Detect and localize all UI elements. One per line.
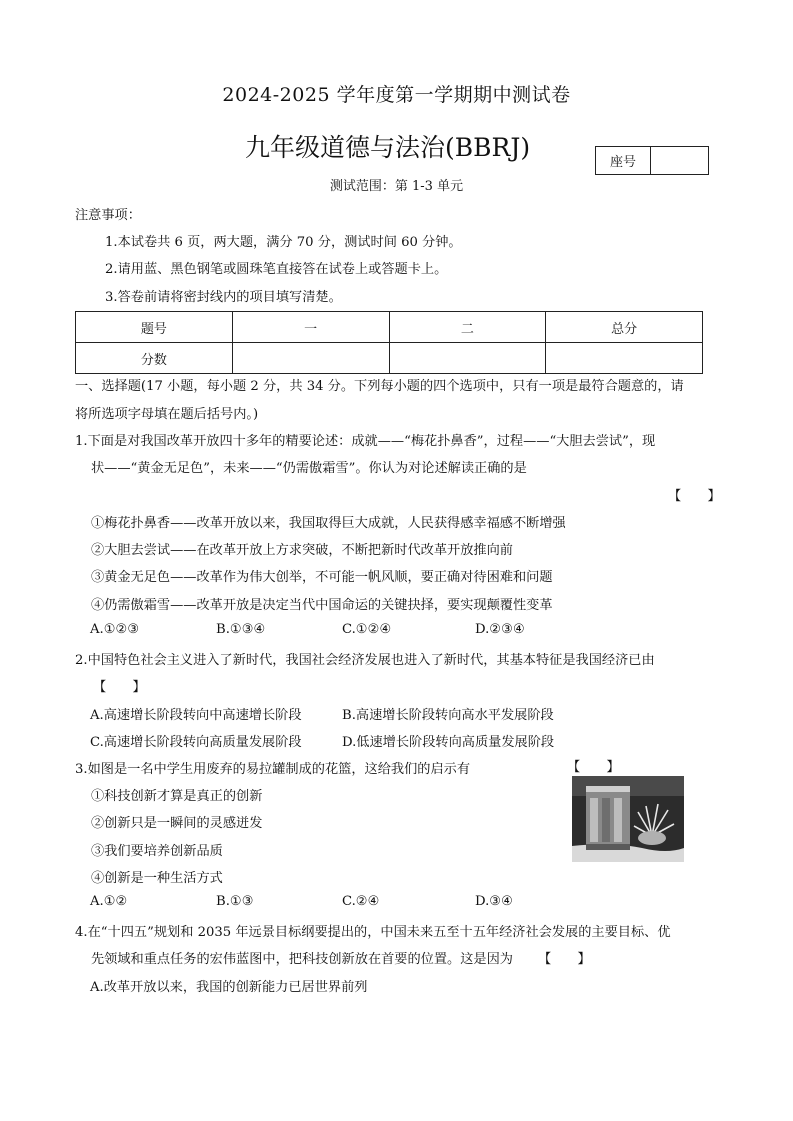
- note-item-2: 2.请用蓝、黑色钢笔或圆珠笔直接答在试卷上或答题卡上。: [105, 262, 448, 277]
- q1-statement-3: ③黄金无足色——改革作为伟大创举，不可能一帆风顺，要正确对待困难和问题: [91, 570, 553, 585]
- test-range: 测试范围：第 1-3 单元: [329, 179, 464, 194]
- q3-statement-3: ③我们要培养创新品质: [91, 844, 223, 859]
- note-item-1: 1.本试卷共 6 页，两大题，满分 70 分，测试时间 60 分钟。: [105, 235, 462, 250]
- notes-heading: 注意事项：: [75, 208, 141, 223]
- score-table-row: [76, 343, 703, 374]
- section1-intro-line2: 将所选项字母填在题后括号内。): [75, 407, 259, 422]
- q2-option-b[interactable]: B.高速增长阶段转向高水平发展阶段: [342, 708, 554, 723]
- section1-intro-line1: 一、选择题(17 小题，每小题 2 分，共 34 分。下列每小题的四个选项中，只有一项是最符合题意的，请: [75, 379, 684, 394]
- seat-number-box[interactable]: [595, 146, 709, 175]
- q4-stem-line2: 先领域和重点任务的宏伟蓝图中，把科技创新放在首要的位置。这是因为: [91, 952, 513, 967]
- q3-answer-bracket[interactable]: 【 】: [567, 760, 620, 775]
- q1-option-b[interactable]: B.①③④: [216, 622, 266, 637]
- score-cell[interactable]: [546, 343, 703, 374]
- q1-option-d[interactable]: D.②③④: [475, 622, 525, 637]
- score-table-header: 二: [389, 312, 546, 343]
- score-table-header-row: [76, 312, 703, 343]
- score-table: [75, 311, 703, 374]
- score-row-label: 分数: [76, 343, 233, 374]
- q3-statement-1: ①科技创新才算是真正的创新: [91, 789, 263, 804]
- q1-statement-2: ②大胆去尝试——在改革开放上方求突破，不断把新时代改革开放推向前: [91, 543, 513, 558]
- q1-statement-1: ①梅花扑鼻香——改革开放以来，我国取得巨大成就，人民获得感幸福感不断增强: [91, 516, 566, 531]
- subject-title: 九年级道德与法治(BBRJ): [245, 133, 531, 162]
- score-table-header: 一: [232, 312, 389, 343]
- score-table-header: 总分: [546, 312, 703, 343]
- q1-option-a[interactable]: A.①②③: [90, 622, 140, 637]
- note-item-3: 3.答卷前请将密封线内的项目填写清楚。: [105, 290, 342, 305]
- q1-option-c[interactable]: C.①②④: [342, 622, 392, 637]
- exam-title: 2024-2025 学年度第一学期期中测试卷: [222, 84, 571, 106]
- q4-answer-bracket[interactable]: 【 】: [538, 952, 591, 967]
- q3-statement-4: ④创新是一种生活方式: [91, 871, 223, 886]
- q4-stem-line1: 4.在“十四五”规划和 2035 年远景目标纲要提出的，中国未来五至十五年经济社会发展的主要目标、优: [75, 925, 671, 940]
- q2-option-a[interactable]: A.高速增长阶段转向中高速增长阶段: [90, 708, 302, 723]
- q1-stem-line2: 状——“黄金无足色”，未来——“仍需傲霜雪”。你认为对论述解读正确的是: [91, 461, 527, 476]
- q1-stem-line1: 1.下面是对我国改革开放四十多年的精要论述：成就——“梅花扑鼻香”，过程——“大胆去尝试”，现: [75, 434, 656, 449]
- score-table-header: 题号: [76, 312, 233, 343]
- can-flower-basket-photo: [572, 776, 684, 862]
- q3-option-a[interactable]: A.①②: [90, 894, 128, 909]
- score-cell[interactable]: [389, 343, 546, 374]
- q3-stem: 3.如图是一名中学生用废弃的易拉罐制成的花篮，这给我们的启示有: [75, 762, 471, 777]
- q3-option-b[interactable]: B.①③: [216, 894, 254, 909]
- q2-answer-bracket[interactable]: 【 】: [93, 680, 146, 695]
- q3-option-d[interactable]: D.③④: [475, 894, 513, 909]
- q3-option-c[interactable]: C.②④: [342, 894, 380, 909]
- q1-answer-bracket[interactable]: 【 】: [668, 489, 721, 504]
- q2-stem-line1: 2.中国特色社会主义进入了新时代，我国社会经济发展也进入了新时代，其基本特征是我国经济已由: [75, 653, 655, 668]
- q1-statement-4: ④仍需傲霜雪——改革开放是决定当代中国命运的关键抉择，要实现颠覆性变革: [91, 598, 553, 613]
- q4-option-a[interactable]: A.改革开放以来，我国的创新能力已居世界前列: [90, 980, 368, 995]
- seat-label: 座号: [596, 147, 651, 174]
- score-cell[interactable]: [232, 343, 389, 374]
- q3-statement-2: ②创新只是一瞬间的灵感迸发: [91, 816, 263, 831]
- q2-option-d[interactable]: D.低速增长阶段转向高质量发展阶段: [342, 735, 555, 750]
- q2-option-c[interactable]: C.高速增长阶段转向高质量发展阶段: [90, 735, 302, 750]
